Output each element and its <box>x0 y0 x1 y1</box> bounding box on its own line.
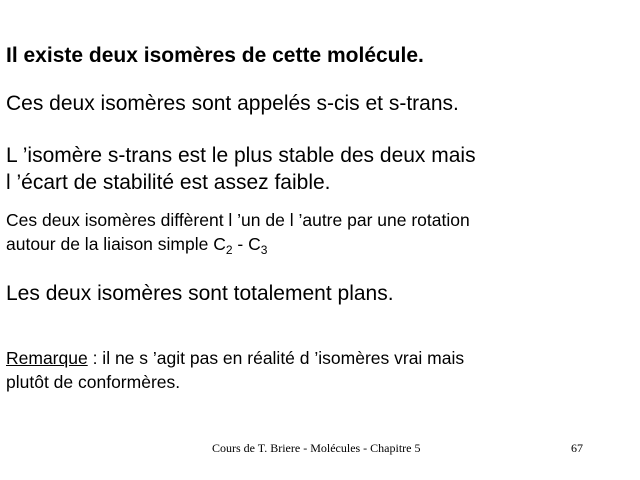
paragraph-planar: Les deux isomères sont totalement plans. <box>6 282 394 305</box>
paragraph-rotation <box>6 208 470 256</box>
paragraph-rotation-line-1: Ces deux isomères diffèrent l ’un de l ’autre par une rotation <box>6 210 470 230</box>
remark <box>6 346 464 394</box>
paragraph-rotation-line-2 <box>6 232 470 256</box>
carbon-subscript-3: 3 <box>260 243 268 257</box>
page-number: 67 <box>571 441 583 455</box>
remark-label: Remarque <box>6 348 88 368</box>
paragraph-stability <box>6 142 476 196</box>
slide-heading: Il existe deux isomères de cette molécule. <box>6 44 424 67</box>
remark-text: : il ne s ’agit pas en réalité d ’isomères vrai mais <box>87 348 465 368</box>
rotation-bond-text: autour de la liaison simple C <box>6 234 226 254</box>
paragraph-isomer-names: Ces deux isomères sont appelés s-cis et s-trans. <box>6 92 459 115</box>
rotation-bond-separator: - C <box>232 234 261 254</box>
remark-line-2: plutôt de conformères. <box>6 372 181 392</box>
footer-credit: Cours de T. Briere - Molécules - Chapitre 5 <box>212 441 421 455</box>
paragraph-stability-line-1: L ’isomère s-trans est le plus stable des deux mais <box>6 144 476 167</box>
carbon-subscript-2: 2 <box>225 243 233 257</box>
paragraph-stability-line-2: l ’écart de stabilité est assez faible. <box>6 171 331 194</box>
remark-line-1 <box>6 346 464 370</box>
